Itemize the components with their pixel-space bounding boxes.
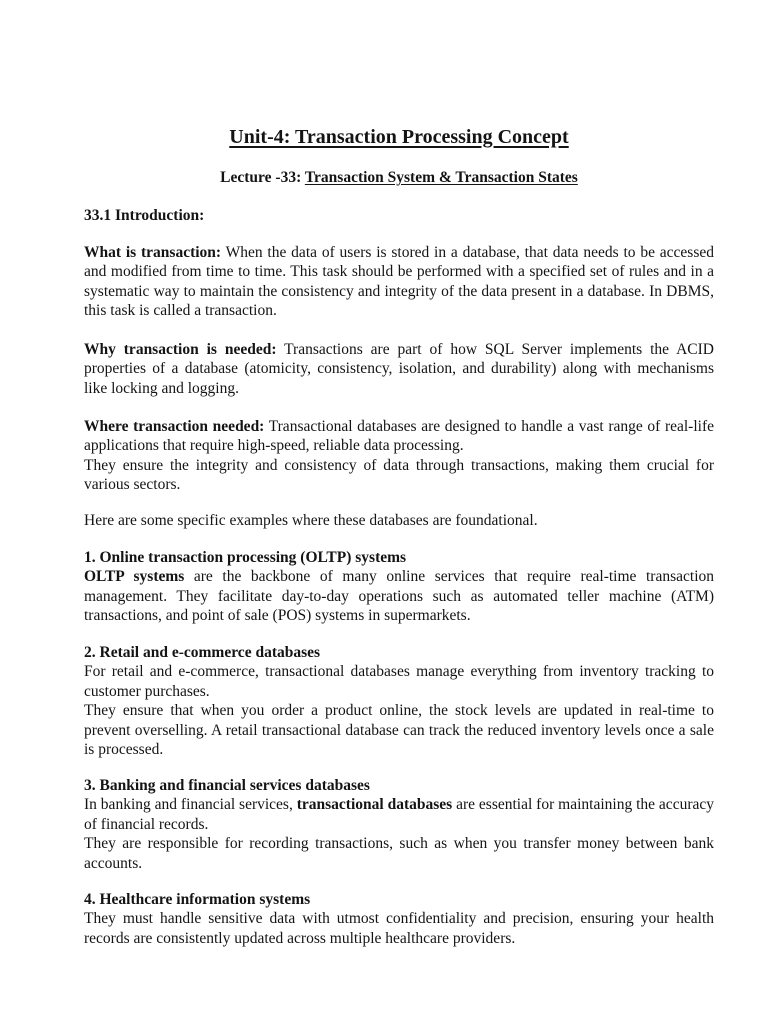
lecture-number: Lecture -33: — [220, 169, 302, 186]
example-heading: 2. Retail and e-commerce databases — [84, 644, 321, 661]
example-heading: 4. Healthcare information systems — [84, 891, 311, 908]
example-text-continued: They are responsible for recording transactions, such as when you transfer money between bank accounts. — [84, 835, 714, 872]
paragraph-examples-intro: Here are some specific examples where these databases are foundational. — [84, 512, 538, 529]
lecture-topic: Transaction System & Transaction States — [304, 169, 578, 186]
example-heading: 3. Banking and financial services databases — [84, 777, 370, 794]
example-text-continued: They ensure that when you order a product online, the stock levels are updated in real-time to prevent overselling. A retail transactional database can track the reduced inventory levels once a sale is processed. — [84, 702, 714, 759]
example-healthcare — [84, 890, 714, 948]
example-banking — [84, 776, 714, 873]
page-title: Unit-4: Transaction Processing Concept — [229, 126, 569, 148]
paragraph-why-transaction — [84, 340, 714, 398]
example-oltp — [84, 548, 714, 626]
paragraph-text: Transactions are part of how SQL Server implements the ACID properties of a database (atomicity, consistency, isolation, and durability) along with mechanisms like locking and logging. — [84, 341, 714, 397]
section-heading: 33.1 Introduction: — [84, 207, 205, 224]
example-text: In banking and financial services, — [84, 796, 297, 814]
example-bold-term: transactional databases — [296, 796, 453, 814]
paragraph-text: When the data of users is stored in a database, that data needs to be accessed and modified from time to time. This task should be performed with a specified set of rules and in a systematic way to maintain the consistency and integrity of the data present in a database. In DBMS, this task is called a transaction. — [84, 244, 714, 320]
paragraph-text-continued: They ensure the integrity and consistency of data through transactions, making them crucial for various sectors. — [84, 456, 714, 494]
example-text: For retail and e-commerce, transactional databases manage everything from inventory tracking to customer purchases. — [84, 663, 714, 700]
example-text: are essential for maintaining the accuracy of financial records. — [84, 796, 714, 833]
paragraph-text: Transactional databases are designed to handle a vast range of real-life applications that require high-speed, reliable data processing. — [84, 418, 714, 455]
example-retail — [84, 643, 714, 759]
example-text: are the backbone of many online services that require real-time transaction management. They facilitate day-to-day operations such as automated teller machine (ATM) transactions, and point of sale (POS) systems in supermarkets. — [84, 568, 714, 625]
paragraph-lead: What is transaction: — [84, 244, 222, 261]
example-text: They must handle sensitive data with utmost confidentiality and precision, ensuring your health records are consistently updated across multiple healthcare providers. — [84, 910, 714, 947]
paragraph-lead: Where transaction needed: — [84, 418, 265, 435]
paragraph-lead: Why transaction is needed: — [84, 341, 277, 358]
paragraph-where-transaction — [84, 417, 714, 495]
example-heading: 1. Online transaction processing (OLTP) systems — [84, 549, 407, 566]
paragraph-what-is-transaction — [84, 243, 714, 321]
example-lead: OLTP systems — [84, 568, 185, 586]
lecture-heading — [84, 169, 714, 187]
